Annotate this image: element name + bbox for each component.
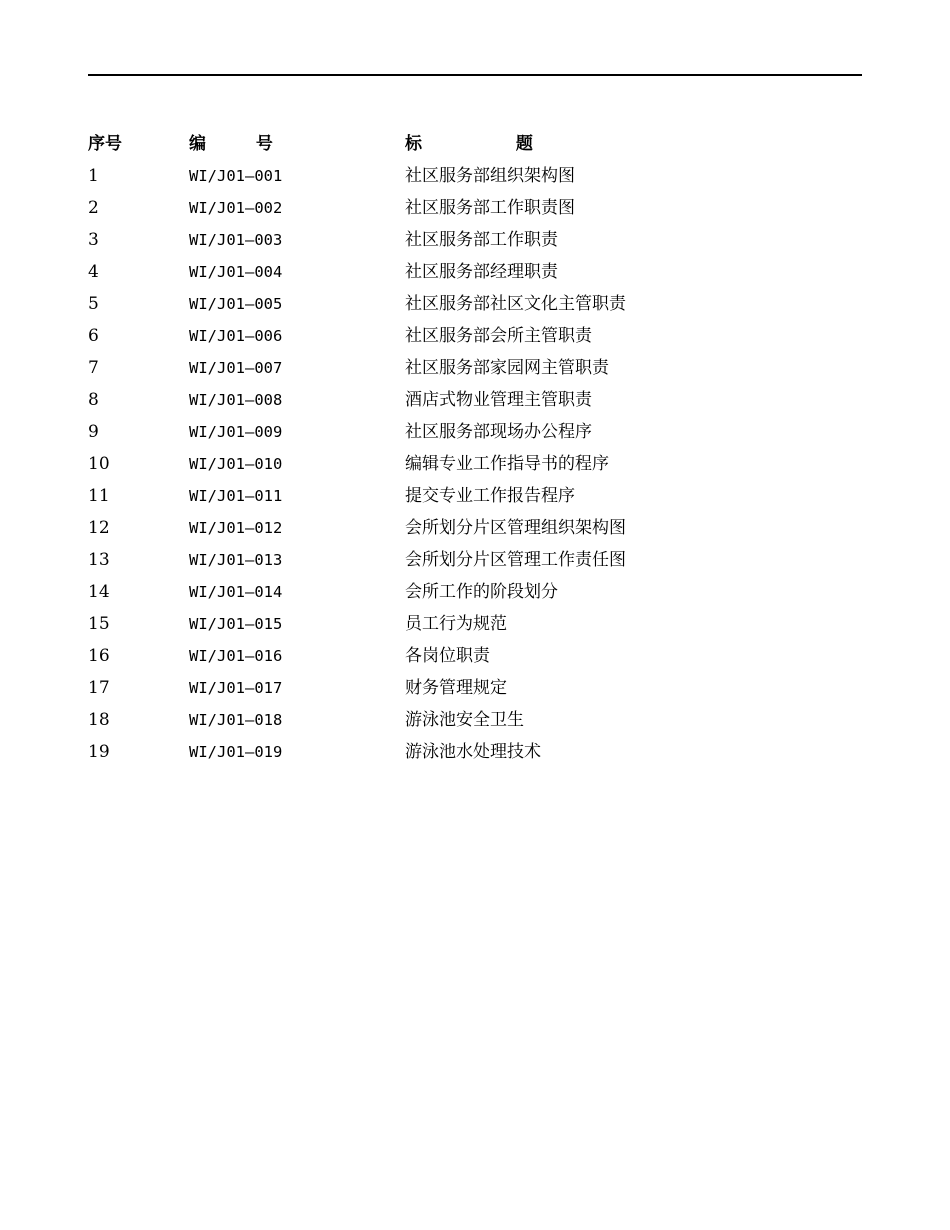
row-title: 员工行为规范 [405,614,507,634]
row-code: WI/J01—008 [189,391,283,409]
table-row [88,480,862,512]
row-title: 会所划分片区管理组织架构图 [405,518,626,538]
table-header-row [88,128,862,160]
row-title: 社区服务部经理职责 [405,262,558,282]
row-title: 编辑专业工作指导书的程序 [405,454,609,474]
table-row [88,416,862,448]
table-row [88,576,862,608]
row-title: 会所工作的阶段划分 [405,582,558,602]
row-code: WI/J01—013 [189,551,283,569]
row-code: WI/J01—017 [189,679,283,697]
row-seq: 10 [88,454,110,474]
row-title: 各岗位职责 [405,646,490,666]
row-seq: 13 [88,550,110,570]
row-code: WI/J01—006 [189,327,283,345]
row-code: WI/J01—014 [189,583,283,601]
row-title: 提交专业工作报告程序 [405,486,575,506]
row-code: WI/J01—007 [189,359,283,377]
row-title: 社区服务部组织架构图 [405,166,575,186]
row-seq: 4 [88,262,99,282]
row-code: WI/J01—019 [189,743,283,761]
row-code: WI/J01—001 [189,167,283,185]
row-seq: 5 [88,294,99,314]
table-row [88,448,862,480]
table-row [88,224,862,256]
row-code: WI/J01—010 [189,455,283,473]
row-seq: 1 [88,166,99,186]
table-row [88,352,862,384]
row-code: WI/J01—009 [189,423,283,441]
row-title: 社区服务部工作职责图 [405,198,575,218]
row-seq: 17 [88,678,110,698]
row-title: 社区服务部家园网主管职责 [405,358,609,378]
row-seq: 8 [88,390,99,410]
header-code: 编 号 [189,134,295,154]
row-seq: 3 [88,230,99,250]
header-title: 标 题 [405,134,577,154]
row-code: WI/J01—016 [189,647,283,665]
header-seq: 序号 [88,134,122,154]
row-code: WI/J01—011 [189,487,283,505]
row-seq: 18 [88,710,110,730]
table-row [88,288,862,320]
row-seq: 9 [88,422,99,442]
row-title: 游泳池安全卫生 [405,710,524,730]
table-row [88,608,862,640]
row-code: WI/J01—003 [189,231,283,249]
row-code: WI/J01—002 [189,199,283,217]
row-seq: 16 [88,646,110,666]
table-row [88,384,862,416]
row-code: WI/J01—004 [189,263,283,281]
top-horizontal-rule [88,74,862,76]
document-index-table [88,128,862,768]
row-code: WI/J01—015 [189,615,283,633]
table-row [88,672,862,704]
row-seq: 7 [88,358,99,378]
row-title: 会所划分片区管理工作责任图 [405,550,626,570]
table-body [88,160,862,768]
table-row [88,704,862,736]
row-title: 社区服务部现场办公程序 [405,422,592,442]
row-seq: 6 [88,326,99,346]
table-row [88,160,862,192]
row-code: WI/J01—018 [189,711,283,729]
table-row [88,640,862,672]
table-row [88,544,862,576]
row-code: WI/J01—012 [189,519,283,537]
row-title: 游泳池水处理技术 [405,742,541,762]
row-title: 社区服务部社区文化主管职责 [405,294,626,314]
row-seq: 11 [88,486,110,506]
table-row [88,192,862,224]
table-row [88,320,862,352]
row-seq: 2 [88,198,99,218]
row-seq: 15 [88,614,110,634]
row-title: 财务管理规定 [405,678,507,698]
table-row [88,512,862,544]
row-title: 社区服务部会所主管职责 [405,326,592,346]
row-seq: 14 [88,582,110,602]
row-code: WI/J01—005 [189,295,283,313]
row-title: 社区服务部工作职责 [405,230,558,250]
table-row [88,256,862,288]
row-seq: 12 [88,518,110,538]
row-title: 酒店式物业管理主管职责 [405,390,592,410]
row-seq: 19 [88,742,110,762]
table-row [88,736,862,768]
